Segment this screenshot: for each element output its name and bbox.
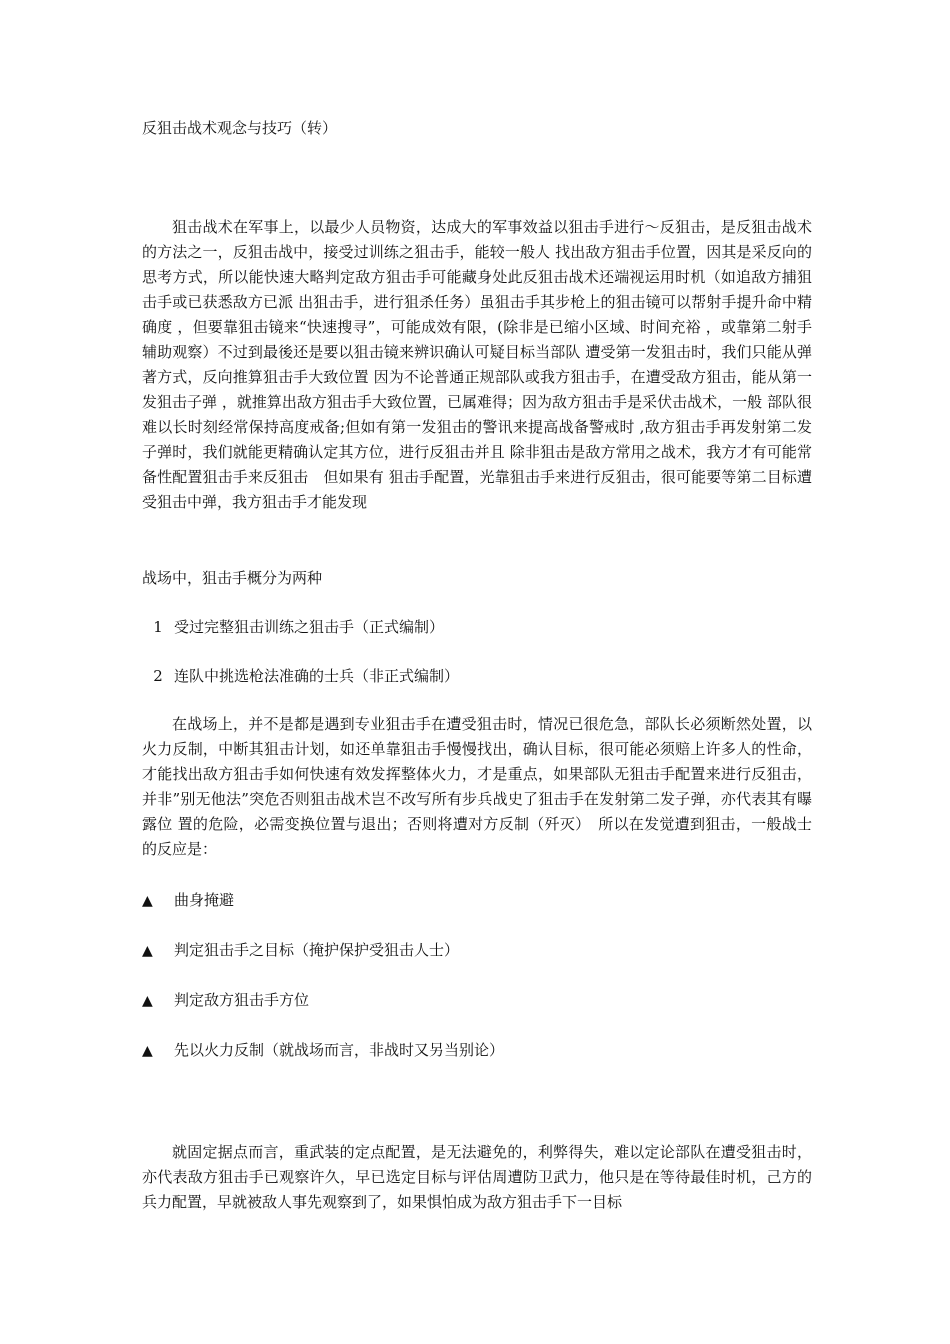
numbered-item (142, 617, 444, 637)
triangle-bullet-icon: ▲ (142, 893, 153, 909)
list-number: 1 (153, 618, 163, 636)
numbered-item (142, 666, 459, 686)
triangle-bullet-icon: ▲ (142, 943, 153, 959)
list-item-text: 连队中挑选枪法准确的士兵（非正式编制） (174, 667, 460, 685)
paragraph-1: 狙击战术在军事上，以最少人员物资，达成大的军事效益以狙击手进行～反狙击，是反狙击战术的方法之一，反狙击战中，接受过训练之狙击手，能较一般人 找出敌方狙击手位置，因其是采反向的思考方式，所以能快速大略判定敌方狙击手可能藏身处此反狙击战术还端视运用时机（如追敌方捕狙击手或已获悉敌方已派 出狙击手，进行狙杀任务）虽狙击手其步枪上的狙击镜可以帮射手提升命中精确度 ，但要靠狙击镜来“快速搜寻”，可能成效有限，(除非是已缩小区域、时间充裕 ，或靠第二射手辅助观察）不过到最後还是要以狙击镜来辨识确认可疑目标当部队 遭受第一发狙击时，我们只能从弹著方式，反向推算狙击手大致位置 因为不论普通正规部队或我方狙击手，在遭受敌方狙击，能从第一发狙击子弹 ，就推算出敌方狙击手大致位置，已属难得；因为敌方狙击手是采伏击战术，一般 部队很难以长时刻经常保持高度戒备;但如有第一发狙击的警讯来提高战备警戒时 ,敌方狙击手再发射第二发子弹时，我们就能更精确认定其方位，进行反狙击并且 除非狙击是敌方常用之战术，我方才有可能常备性配置狙击手来反狙击 但如果有 狙击手配置，光靠狙击手来进行反狙击，很可能要等第二目标遭受狙击中弹，我方狙击手才能发现 (142, 218, 812, 511)
list-number: 2 (153, 667, 163, 685)
document-title: 反狙击战术观念与技巧（转） (142, 119, 338, 137)
paragraph-2: 在战场上，并不是都是遇到专业狙击手在遭受狙击时，情况已很危急，部队长必须断然处置，以火力反制，中断其狙击计划，如还单靠狙击手慢慢找出，确认目标，很可能必须赔上许多人的性命，才能找出敌方狙击手如何快速有效发挥整体火力，才是重点，如果部队无狙击手配置来进行反狙击，并非”别无他法”突危否则狙击战术岂不改写所有步兵战史了狙击手在发射第二发子弹，亦代表其有曝露位 置的危险，必需变换位置与退出；否则将遭对方反制（歼灭） 所以在发觉遭到狙击，一般战士的反应是： (142, 715, 812, 858)
paragraph-3: 就固定据点而言，重武装的定点配置，是无法避免的，利弊得失，难以定论部队在遭受狙击时，亦代表敌方狙击手已观察许久，早已选定目标与评估周遭防卫武力，他只是在等待最佳时机，己方的兵力配置，早就被敌人事先观察到了，如果惧怕成为敌方狙击手下一目标 (142, 1143, 812, 1211)
bullet-item (142, 1040, 504, 1061)
triangle-bullet-icon: ▲ (142, 993, 153, 1009)
intro-line: 战场中，狙击手概分为两种 (142, 569, 323, 587)
bullet-text: 先以火力反制（就战场而言，非战时又另当别论） (174, 1041, 505, 1059)
triangle-bullet-icon: ▲ (142, 1043, 153, 1059)
list-item-text: 受过完整狙击训练之狙击手（正式编制） (174, 618, 445, 636)
bullet-text: 判定敌方狙击手方位 (174, 991, 310, 1009)
bullet-text: 判定狙击手之目标（掩护保护受狙击人士） (174, 941, 460, 959)
bullet-item (142, 990, 309, 1011)
bullet-item (142, 890, 234, 911)
bullet-text: 曲身掩避 (174, 891, 235, 909)
bullet-item (142, 940, 459, 961)
